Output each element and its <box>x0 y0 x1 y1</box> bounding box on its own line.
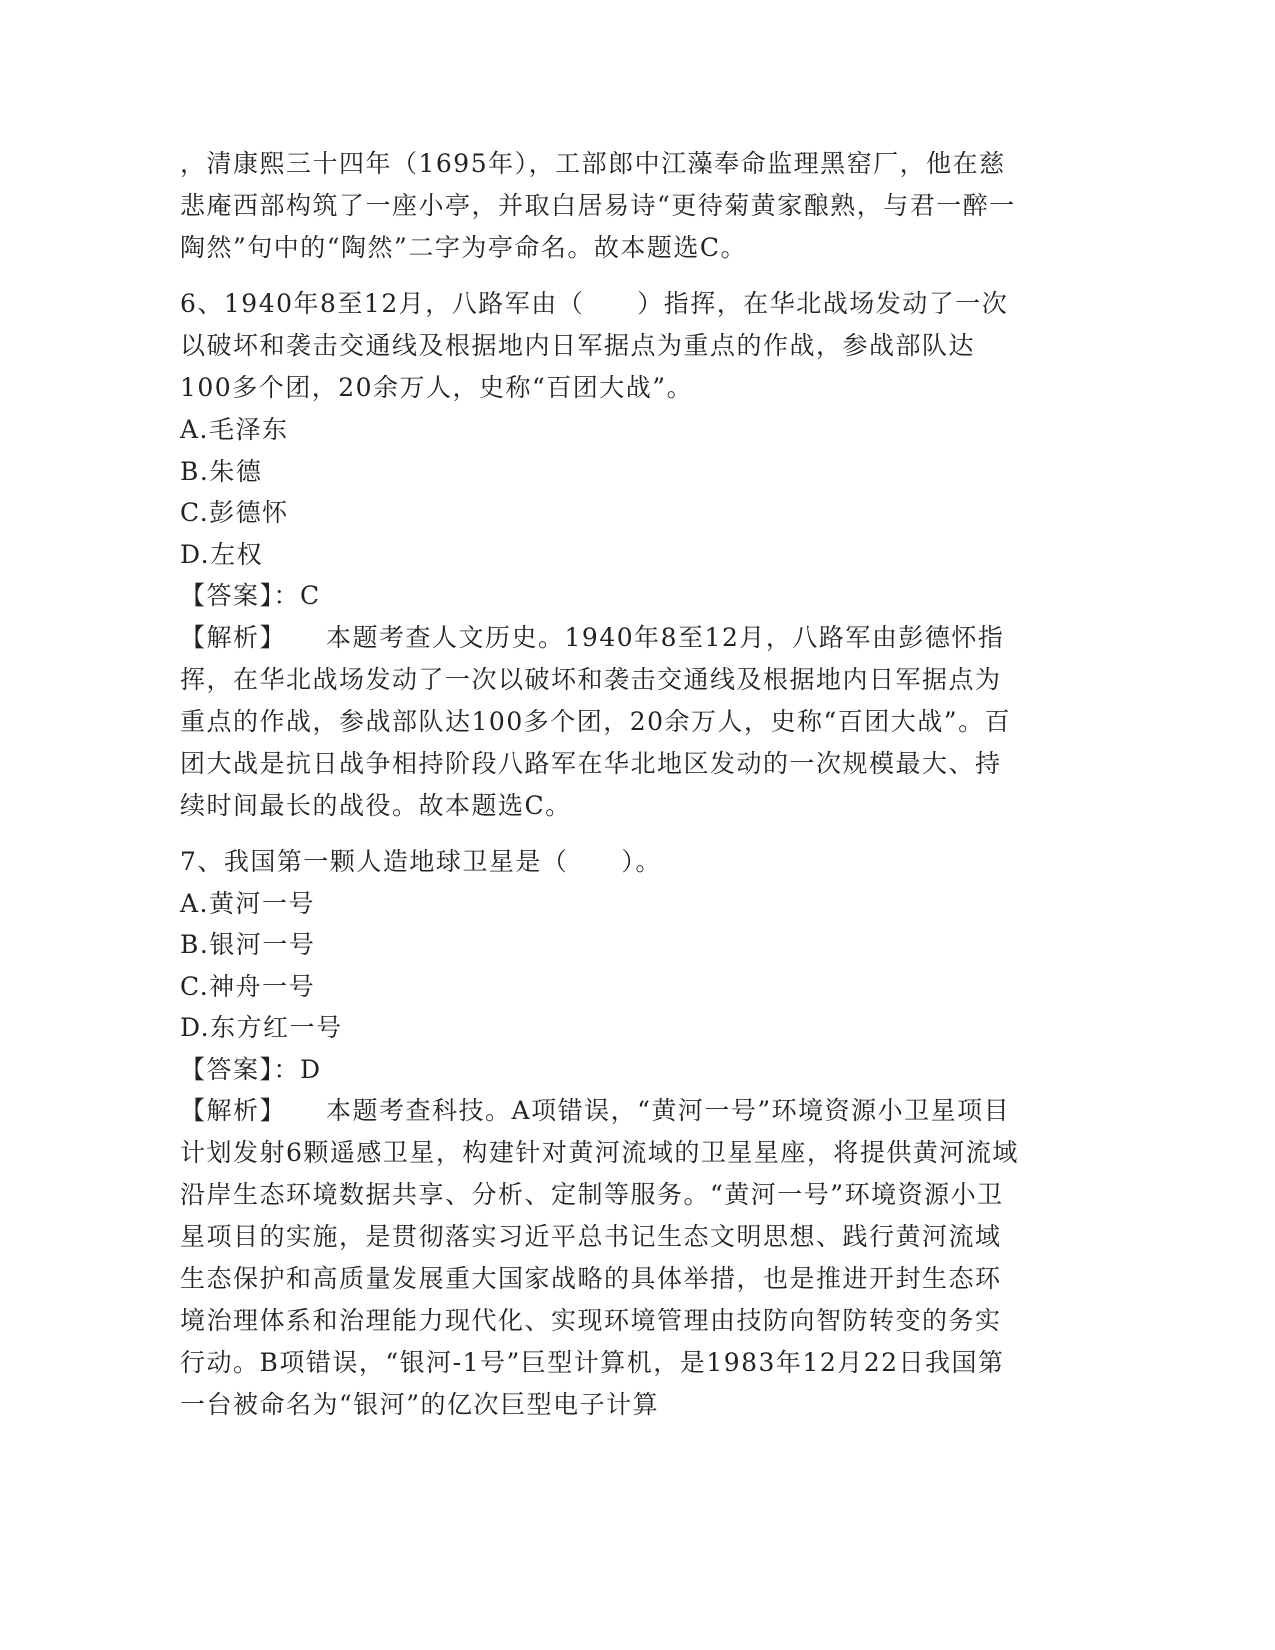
analysis-label: 【解析】 <box>180 1096 287 1125</box>
option-c: C.彭德怀 <box>180 498 289 527</box>
option-d: D.左权 <box>180 539 264 569</box>
analysis-paragraph <box>180 1090 1025 1426</box>
question-block-6 <box>180 283 1025 827</box>
option-b: B.朱德 <box>180 456 263 486</box>
option-a: A.黄河一号 <box>180 888 316 918</box>
answer-value: C <box>300 581 321 610</box>
answer-line <box>180 575 1025 617</box>
paragraph-gap <box>180 827 1025 841</box>
analysis-label: 【解析】 <box>180 622 287 652</box>
answer-value: D <box>300 1054 322 1084</box>
answer-line <box>180 1049 1025 1091</box>
answer-label: 【答案】： <box>180 581 301 610</box>
question-block-7 <box>180 841 1025 1427</box>
analysis-text: 本题考查人文历史。1940年8至12月，八路军由彭德怀指挥，在华北战场发动了一次以破坏和袭击交通线及根据地内日军据点为重点的作战，参战部队达100多个团，20余万人，史称“百团大战”。百团大战是抗日战争相持阶段八路军在华北地区发动的一次规模最大、持续时间最长的战役。故本题选C。 <box>180 622 1012 820</box>
option-a: A.毛泽东 <box>180 415 289 444</box>
paragraph-gap <box>180 269 1025 283</box>
answer-label: 【答案】： <box>180 1054 301 1084</box>
analysis-paragraph <box>180 617 1025 827</box>
intro-paragraph: ，清康熙三十四年（1695年），工部郎中江藻奉命监理黑窑厂，他在慈悲庵西部构筑了一座小亭，并取白居易诗“更待菊黄家酿熟，与君一醉一陶然”句中的“陶然”二字为亭命名。故本题选C。 <box>180 149 1016 262</box>
option-b: B.银河一号 <box>180 930 316 959</box>
document-page <box>180 143 1025 1426</box>
question-stem: 7、我国第一颗人造地球卫星是（ ）。 <box>180 846 662 876</box>
analysis-text: 本题考查科技。A项错误，“黄河一号”环境资源小卫星项目计划发射6颗遥感卫星，构建针对黄河流域的卫星星座，将提供黄河流域沿岸生态环境数据共享、分析、定制等服务。“黄河一号”环境资源小卫星项目的实施，是贯彻落实习近平总书记生态文明思想、践行黄河流域生态保护和高质量发展重大国家战略的具体举措，也是推进开封生态环境治理体系和治理能力现代化、实现环境管理由技防向智防转变的务实行动。B项错误，“银河-1号”巨型计算机，是1983年12月22日我国第一台被命名为“银河”的亿次巨型电子计算 <box>180 1096 1019 1419</box>
question-stem: 6、1940年8至12月，八路军由（ ）指挥，在华北战场发动了一次以破坏和袭击交通线及根据地内日军据点为重点的作战，参战部队达100多个团，20余万人，史称“百团大战”。 <box>180 289 1009 402</box>
option-c: C.神舟一号 <box>180 971 316 1001</box>
option-d: D.东方红一号 <box>180 1013 343 1042</box>
